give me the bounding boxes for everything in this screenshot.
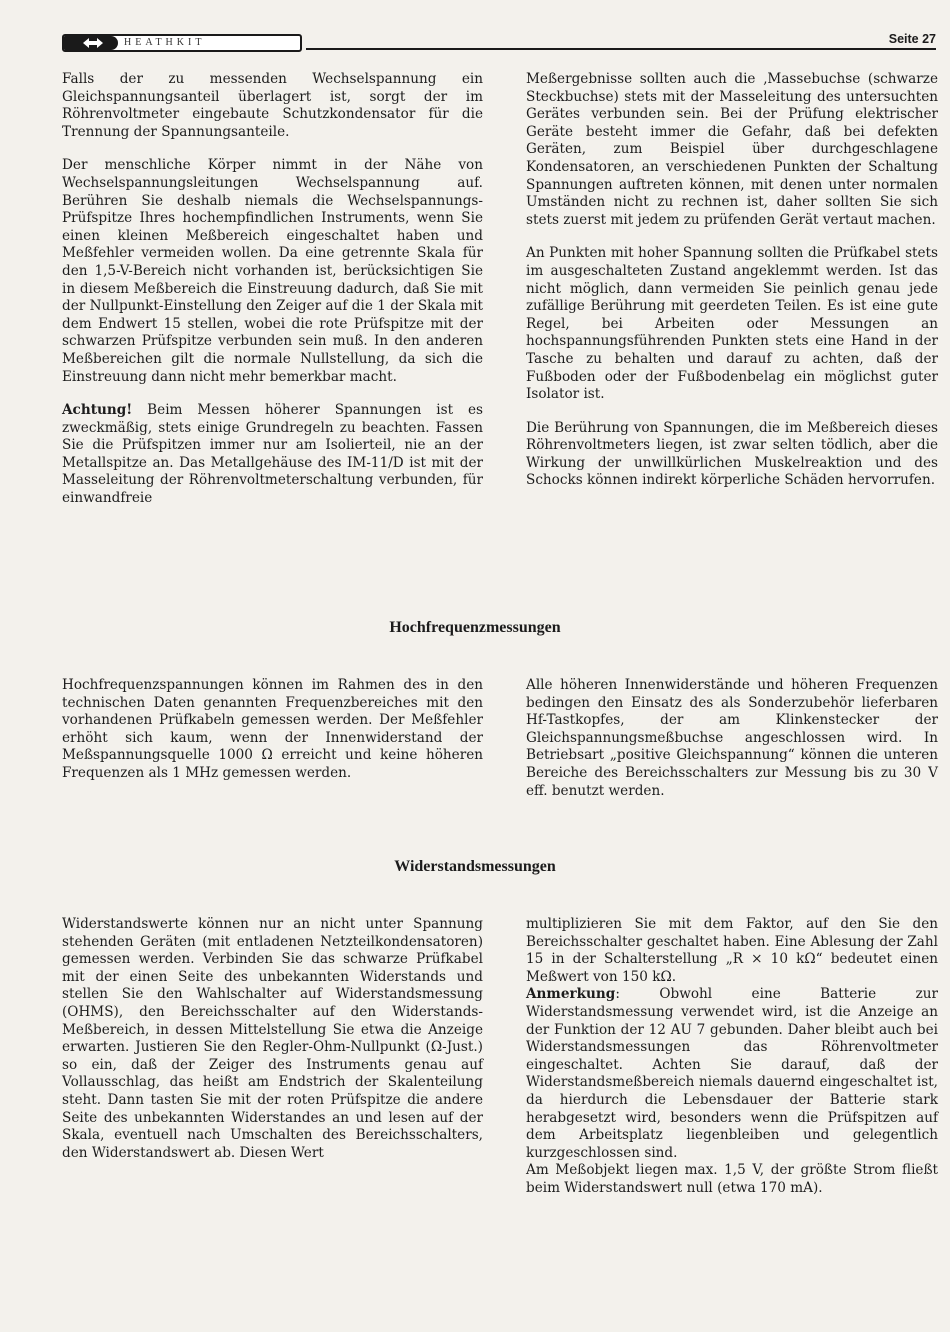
paragraph-text: : Obwohl eine Batterie zur Widerstandsmessung verwendet wird, ist die Anzeige an der Funktion der 12 AU 7 gebunden. Daher bleibt auch bei Widerstandsmessungen das Röhrenvoltmeter eingeschaltet. Achten Sie darauf, daß der Widerstandsmeßbereich niemals dauernd eingeschaltet ist, da hierdurch die Lebensdauer der Batterie stark herabgesetzt wird, besonders wenn die Prüfspitzen auf dem Arbeitsplatz liegenbleiben und gelegentlich kurzgeschlossen sind.	[526, 986, 938, 1161]
note-label: Anmerkung	[526, 986, 616, 1003]
brand-name: HEATHKIT	[124, 37, 206, 48]
paragraph	[526, 986, 938, 1162]
paragraph: Meßergebnisse sollten auch die ‚Massebuchse (schwarze Steckbuchse) stets mit der Masseleitung des untersuchten Gerätes verbunden sein. Bei der Prüfung elektrischer Geräte besteht immer die Gefahr, daß bei defekten Geräten, zum Beispiel über durchgeschlagene Kondensatoren, an verschiedenen Punkten der Schaltung Spannungen auftreten können, mit denen unter normalen Umständen nicht zu rechnen ist, daher sollten Sie sich stets zuerst mit jedem zu prüfenden Gerät vertaut machen.	[526, 71, 938, 228]
paragraph: Der menschliche Körper nimmt in der Nähe von Wechselspannungsleitungen Wechselspannung auf. Berühren Sie deshalb niemals die Wechselspannungs-Prüfspitze Ihres hochempfindlichen Instruments, wenn Sie einen kleinen Meßbereich eingeschaltet haben und Meßfehler vermeiden wollen. Da eine getrennte Skala für den 1,5-V-Bereich nicht vorhanden ist, berücksichtigen Sie in diesem Meßbereich die Einstreuung dadurch, daß Sie mit der Nullpunkt-Einstellung den Zeiger auf die 1 der Skala mit dem Endwert 15 stellen, wobei die rote Prüfspitze mit der schwarzen Prüfspitze verbunden sein muß. In den anderen Meßbereichen gilt die normale Nullstellung, da sich die Einstreuung dann nicht mehr bemerkbar macht.	[62, 157, 483, 385]
header-rule	[306, 48, 936, 50]
page-number: Seite 27	[888, 32, 936, 46]
paragraph	[62, 402, 483, 508]
page-header	[58, 34, 936, 56]
res-right-column	[526, 916, 938, 1198]
paragraph: Die Berührung von Spannungen, die im Meßbereich dieses Röhrenvoltmeters liegen, ist zwar selten tödlich, aber die Wirkung der unwillkürlichen Muskelreaktion und des Schocks können indirekt körperliche Schäden hervorrufen.	[526, 419, 938, 489]
paragraph: Hochfrequenzspannungen können im Rahmen des in den technischen Daten genannten Frequenzbereiches mit den vorhandenen Prüfkabeln gemessen werden. Der Meßfehler erhöht sich kaum, wenn der Innenwiderstand der Meßspannungsquelle 1000 Ω erreicht und keine höheren Frequenzen als 1 MHz gemessen werden.	[62, 677, 483, 781]
paragraph: Am Meßobjekt liegen max. 1,5 V, der größte Strom fließt beim Widerstandswert null (etwa 170 mA).	[526, 1162, 938, 1196]
logo-emblem-icon	[64, 36, 118, 50]
top-right-column	[526, 71, 938, 490]
heathkit-logo	[62, 34, 302, 52]
section-title-hf: Hochfrequenzmessungen	[389, 619, 561, 636]
hf-left-column	[62, 677, 483, 783]
hf-right-column	[526, 677, 938, 800]
paragraph: multiplizieren Sie mit dem Faktor, auf den Sie den Bereichsschalter geschaltet haben. Eine Ablesung der Zahl 15 in der Schalterstellung „R × 10 kΩ“ bedeutet einen Meßwert von 150 kΩ.	[526, 916, 938, 985]
section-title-resistance: Widerstandsmessungen	[394, 858, 556, 875]
paragraph: Alle höheren Innenwiderstände und höheren Frequenzen bedingen den Einsatz des als Sonderzubehör lieferbaren Hf-Tastkopfes, der am Klinkenstecker der Gleichspannungsmeßbuchse angeschlossen wird. In Betriebsart „positive Gleichspannung“ können die unteren Bereiche des Bereichsschalters zur Messung bis zu 30 V eff. benutzt werden.	[526, 677, 938, 799]
paragraph: An Punkten mit hoher Spannung sollten die Prüfkabel stets im ausgeschalteten Zustand angeklemmt werden. Ist das nicht möglich, dann vermeiden Sie peinlich genau jede zufällige Berührung mit geerdeten Teilen. Es ist eine gute Regel, bei Arbeiten oder Messungen an hochspannungsführenden Punkten stets eine Hand in der Tasche zu behalten und darauf zu achten, daß der Fußboden oder der Fußbodenbelag ein möglichst guter Isolator ist.	[526, 245, 938, 403]
res-left-column	[62, 916, 483, 1162]
paragraph-text: Beim Messen höherer Spannungen ist es zweckmäßig, stets einige Grundregeln zu beachten. Fassen Sie die Prüfspitzen immer nur am Isolierteil, nie an der Metallspitze an. Das Metallgehäuse des IM-11/D ist mit der Masseleitung der Röhrenvoltmeterschaltung verbunden, für einwandfreie	[62, 402, 483, 507]
paragraph: Falls der zu messenden Wechselspannung ein Gleichspannungsanteil überlagert ist, sorgt der im Röhrenvoltmeter eingebaute Schutzkondensator für die Trennung der Spannungsanteile.	[62, 71, 483, 140]
paragraph: Widerstandswerte können nur an nicht unter Spannung stehenden Geräten (mit entladenen Netzteilkondensatoren) gemessen werden. Verbinden Sie das schwarze Prüfkabel mit der einen Seite des unbekannten Widerstands und stellen Sie den Wahlschalter auf Widerstandsmessung (OHMS), den Bereichsschalter auf den Widerstands-Meßbereich, in dessen Mittelstellung Sie etwa die Anzeige erwarten. Justieren Sie den Regler-Ohm-Nullpunkt (Ω-Just.) so ein, daß der Zeiger des Instruments genau auf Vollausschlag, das heißt am Endstrich der Skalenteilung steht. Dann tasten Sie mit der roten Prüfspitze die andere Seite des unbekannten Widerstandes an und lesen auf der Skala, eventuell nach Umschalten des Bereichsschalters, den Widerstandswert ab. Diesen Wert	[62, 916, 483, 1161]
warning-label: Achtung!	[62, 402, 133, 419]
top-left-column	[62, 71, 483, 508]
